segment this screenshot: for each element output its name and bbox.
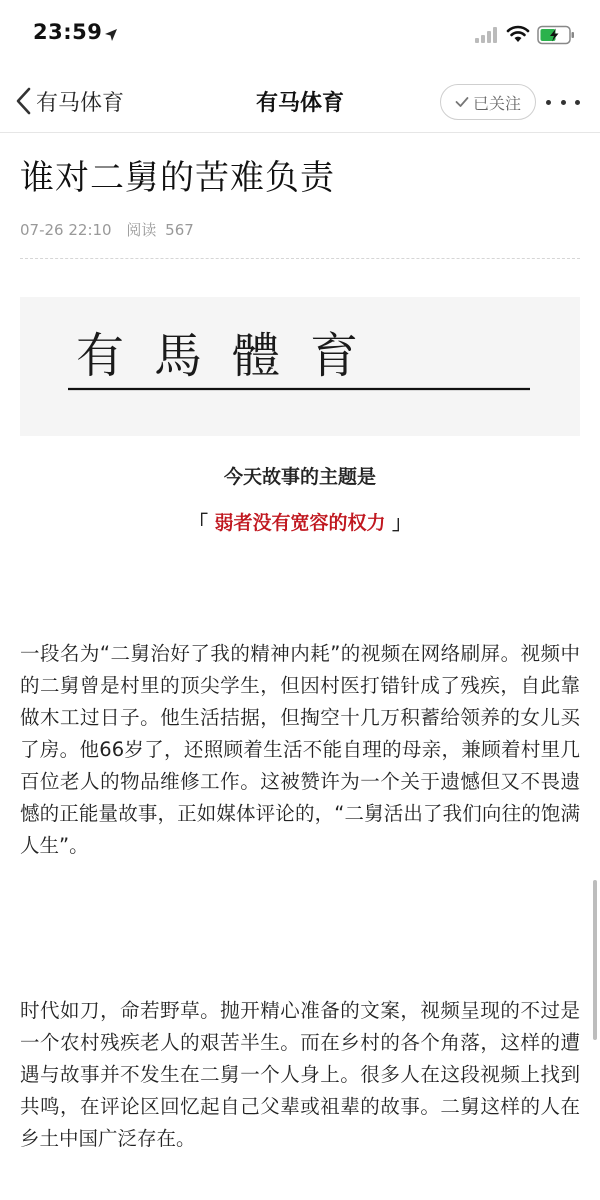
logo-underline — [20, 297, 580, 436]
scroll-indicator[interactable] — [593, 880, 597, 1040]
chevron-left-icon — [14, 86, 32, 116]
theme-heading: 今天故事的主题是 — [223, 466, 376, 488]
article-meta — [20, 219, 194, 240]
publish-date: 07-26 22:10 — [20, 221, 112, 239]
theme-text: 弱者没有宽容的权力 — [214, 512, 386, 534]
back-button[interactable] — [14, 84, 124, 118]
dashed-divider — [20, 258, 580, 259]
more-dot — [546, 100, 551, 105]
wifi-icon — [506, 24, 530, 44]
article-paragraph: 一段名为“二舅治好了我的精神内耗”的视频在网络刷屏。视频中的二舅曾是村里的顶尖学生，但因村医打错针成了残疾，自此靠做木工过日子。他生活拮据，但掏空十几万积蓄给领养的女儿买了房。他66岁了，还照顾着生活不能自理的母亲，兼顾着村里几百位老人的物品维修工作。这被赞许为一个关于遗憾但又不畏遗憾的正能量故事，正如媒体评论的，“二舅活出了我们向往的饱满人生”。 — [20, 642, 580, 857]
logo-banner — [20, 297, 580, 436]
read-label: 阅读 — [126, 221, 157, 239]
check-icon — [455, 96, 469, 108]
quote-close: 」 — [385, 512, 412, 534]
quote-open: 「 — [188, 512, 215, 534]
page-title: 有马体育 — [255, 91, 344, 116]
read-count: 567 — [165, 221, 194, 239]
article-title: 谁对二舅的苦难负责 — [20, 158, 335, 198]
more-dot — [561, 100, 566, 105]
status-bar — [0, 0, 600, 70]
nav-bar — [0, 70, 600, 133]
status-time: 23:59 — [33, 20, 103, 44]
cellular-signal-icon — [474, 26, 498, 44]
follow-button[interactable] — [440, 84, 536, 120]
article-paragraph: 时代如刀，命若野草。抛开精心准备的文案，视频呈现的不过是一个农村残疾老人的艰苦半生。而在乡村的各个角落，这样的遭遇与故事并不发生在二舅一个人身上。很多人在这段视频上找到共鸣，在评论区回忆起自己父辈或祖辈的故事。二舅这样的人在乡土中国广泛存在。 — [20, 999, 580, 1150]
theme-quote — [0, 508, 600, 535]
location-arrow-icon — [104, 28, 118, 42]
more-button[interactable] — [546, 92, 580, 112]
back-label: 有马体育 — [36, 90, 125, 116]
logo-text: 有馬體育 — [76, 328, 389, 384]
battery-charging-icon — [537, 25, 575, 45]
follow-label: 已关注 — [472, 93, 521, 113]
more-dot — [575, 100, 580, 105]
